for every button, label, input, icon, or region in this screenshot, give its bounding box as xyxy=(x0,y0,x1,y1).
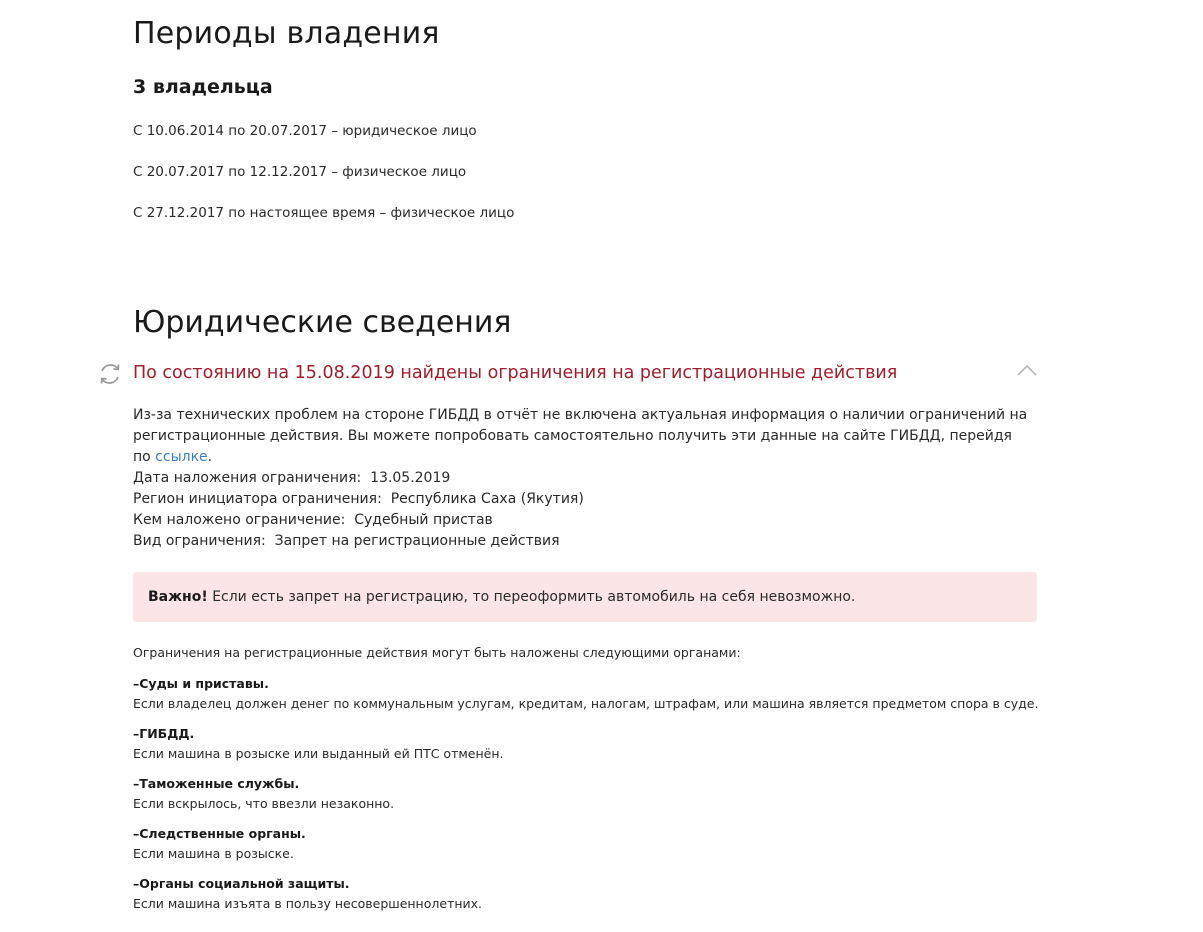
detail-value: Республика Саха (Якутия) xyxy=(390,491,584,507)
important-text: Если есть запрет на регистрацию, то переоформить автомобиль на себя невозможно. xyxy=(212,589,856,605)
organ-item xyxy=(133,674,1038,714)
restriction-title[interactable]: По состоянию на 15.08.2019 найдены ограничения на регистрационные действия xyxy=(133,363,898,383)
detail-value: 13.05.2019 xyxy=(370,470,451,486)
ownership-heading: Периоды владения xyxy=(133,16,440,51)
gibdd-notice xyxy=(133,405,1033,468)
ownership-period: С 20.07.2017 по 12.12.2017 – физическое лицо xyxy=(133,164,467,180)
ownership-period: С 10.06.2014 по 20.07.2017 – юридическое лицо xyxy=(133,123,477,139)
detail-label: Дата наложения ограничения: xyxy=(133,470,362,486)
chevron-up-icon[interactable] xyxy=(1016,362,1038,378)
detail-value: Судебный пристав xyxy=(354,512,493,528)
organ-name: –Следственные органы. xyxy=(133,826,306,841)
organ-name: –Таможенные службы. xyxy=(133,776,300,791)
detail-row xyxy=(133,531,584,552)
refresh-icon[interactable] xyxy=(97,361,123,387)
detail-row xyxy=(133,468,584,489)
organ-name: –ГИБДД. xyxy=(133,726,195,741)
detail-label: Вид ограничения: xyxy=(133,533,266,549)
detail-label: Регион инициатора ограничения: xyxy=(133,491,382,507)
detail-row xyxy=(133,510,584,531)
organ-item xyxy=(133,774,394,814)
detail-row xyxy=(133,489,584,510)
organ-item xyxy=(133,724,503,764)
ownership-period: С 27.12.2017 по настоящее время – физическое лицо xyxy=(133,205,515,221)
organ-desc: Если вскрылось, что ввезли незаконно. xyxy=(133,796,395,811)
organ-desc: Если машина изъята в пользу несовершеннолетних. xyxy=(133,896,483,911)
organs-intro: Ограничения на регистрационные действия могут быть наложены следующими органами: xyxy=(133,645,741,660)
detail-value: Запрет на регистрационные действия xyxy=(274,533,560,549)
notice-end: . xyxy=(207,449,213,465)
notice-text: Из-за технических проблем на стороне ГИБДД в отчёт не включена актуальная информация о наличии ограничений на регистрационные действия. Вы можете попробовать самостоятельно получить эти данные на сайте ГИБДД, перейдя по xyxy=(133,407,1028,465)
important-alert xyxy=(133,572,1037,622)
organ-item xyxy=(133,824,306,864)
restriction-details xyxy=(133,468,584,552)
organ-name: –Органы социальной защиты. xyxy=(133,876,350,891)
important-label: Важно! xyxy=(148,589,208,605)
detail-label: Кем наложено ограничение: xyxy=(133,512,346,528)
organ-desc: Если владелец должен денег по коммунальным услугам, кредитам, налогам, штрафам, или машина является предметом спора в суде. xyxy=(133,696,1039,711)
organ-desc: Если машина в розыске. xyxy=(133,846,294,861)
organ-name: –Суды и приставы. xyxy=(133,676,269,691)
organ-item xyxy=(133,874,482,914)
owners-count: 3 владельца xyxy=(133,76,273,98)
legal-heading: Юридические сведения xyxy=(133,305,512,340)
organ-desc: Если машина в розыске или выданный ей ПТС отменён. xyxy=(133,746,504,761)
gibdd-link[interactable]: ссылке xyxy=(155,449,208,465)
